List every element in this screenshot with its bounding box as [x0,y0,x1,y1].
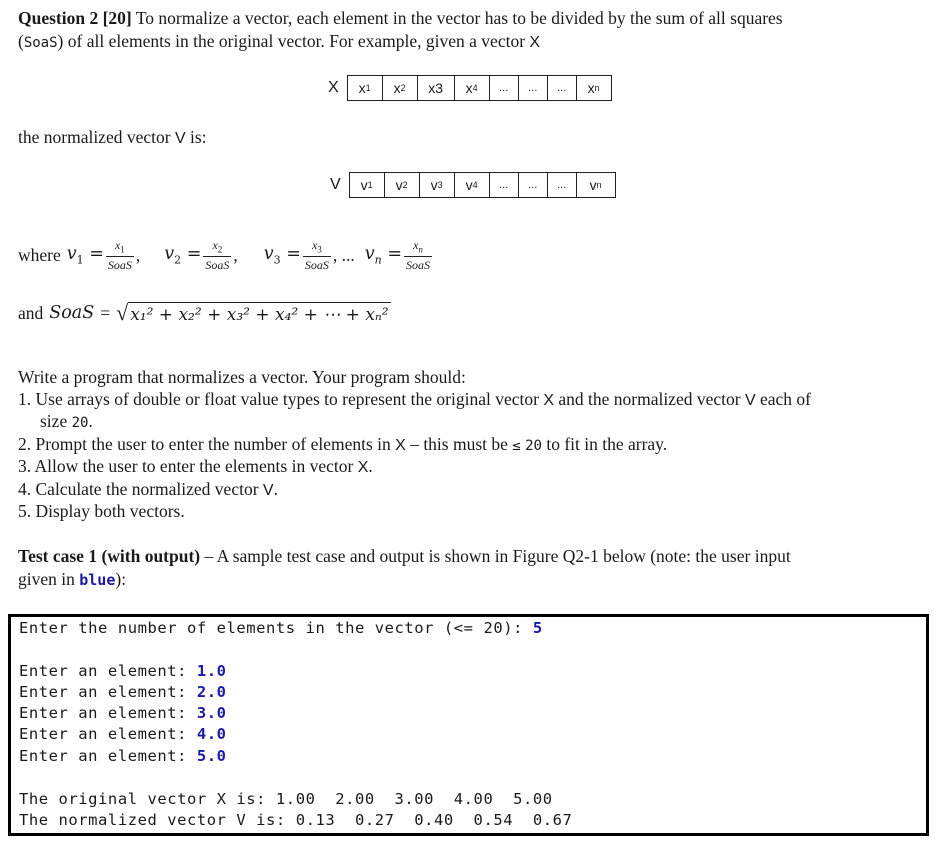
normalized-is: is: [190,127,207,147]
blue-word: blue [79,571,116,589]
vector-v-cell: v n [589,177,602,193]
formula-where-row: where $v_1$ = $\frac{x_1}{\text{SoaS}}$ , $v_2$ = $\frac{x_2}{\text{SoaS}}$ , $v_3$ = $\frac{x_3}{\text{SoaS}}$ , ... $v_n$ = $\frac{x_n}{\text{SoaS}}$ [18,238,430,273]
fraction-v2: $\frac{x_2}{\text{SoaS}}$ [205,238,230,273]
vector-v-cell: v 4 [455,173,490,197]
question-intro-line-1 [18,8,783,29]
vector-v-label: V [330,176,341,193]
question-heading: Question 2 [20] [18,8,132,28]
intro-text-1: To normalize a vector, each element in the vector has to be divided by the sum of all squares [135,8,783,28]
vector-x-cells [347,75,612,101]
instruction-item-2: 2. Prompt the user to enter the number of elements in X – this must be ≤ 20 to fit in the array. [18,434,668,454]
vector-x-cell: x 4 [455,76,490,100]
v1-symbol: $v_1$ = [66,244,104,267]
vector-v-cell: ... [490,173,519,197]
console-element-line: Enter an element: 4.0 [19,725,227,743]
instruction-item-1: 1. Use arrays of double or float value types to represent the original vector X and the normalized vector V each of [18,389,812,409]
vector-x-cell: x 2 [383,76,418,100]
question-intro-line-2 [18,31,540,52]
vector-x-cell: ... [490,76,519,100]
instruction-item-1-cont: size 20. [40,411,93,431]
test-case-heading: Test case 1 (with output) [18,546,201,566]
fraction-v3: $\frac{x_3}{\text{SoaS}}$ [304,238,329,273]
fraction-vn: $\frac{x_n}{\text{SoaS}}$ [405,238,430,273]
intro-text-2: ) of all elements in the original vector. For example, given a vector [57,31,526,51]
instruction-item-4: 4. Calculate the normalized vector V. [18,479,278,499]
v2-symbol: $v_2$ = [164,244,202,267]
test-case-line-1: Test case 1 (with output) – A sample test case and output is shown in Figure Q2-1 below (note: the user input [18,546,791,566]
vector-x-diagram [328,75,612,101]
test-case-line-2: given in blue): [18,569,127,589]
vector-v-cell: v 2 [385,173,420,197]
console-element-line: Enter an element: 3.0 [19,704,227,722]
vector-x-label: X [328,79,339,96]
sqrt-symbol: √ [116,300,129,325]
vector-x-cell: x n [587,80,600,96]
soas-formula-row: and SoaS = √ x₁² + x₂² + x₃² + x₄² + ⋯ + xₙ² [18,300,389,325]
paren-open: ( [18,31,24,51]
vector-x-cell: x 1 [348,76,383,100]
vector-v-cell: v 3 [420,173,455,197]
vector-v-cell: ... [519,173,548,197]
vector-v-diagram [330,172,616,198]
vector-v-cells [349,172,616,198]
x-vector-name: X [529,34,541,51]
console-normalized-line: The normalized vector V is: 0.13 0.27 0.40 0.54 0.67 [19,811,573,829]
vector-x-cell: x3 [418,76,455,100]
v3-symbol: $v_3$ = [263,244,301,267]
instruction-item-5: 5. Display both vectors. [18,501,185,521]
normalized-text: the normalized vector [18,127,171,147]
instruction-item-3: 3. Allow the user to enter the elements in vector X. [18,456,373,476]
and-text: and [18,302,44,323]
console-element-line: Enter an element: 2.0 [19,683,227,701]
vector-x-cell: ... [519,76,548,100]
console-element-line: Enter an element: 5.0 [19,747,227,765]
normalized-vector-label [18,127,207,148]
vector-x-cell: ... [548,76,577,100]
console-element-line: Enter an element: 1.0 [19,662,227,680]
v-vector-name: V [174,130,186,147]
console-original-line: The original vector X is: 1.00 2.00 3.00 4.00 5.00 [19,790,553,808]
vn-symbol: $v_n$ = [364,244,402,267]
formula-ellipsis: , ... [332,245,355,266]
console-output-box [8,614,929,836]
fraction-v1: $\frac{x_1}{\text{SoaS}}$ [107,238,132,273]
vector-v-cell: v 1 [350,173,385,197]
sqrt-expression: x₁² + x₂² + x₃² + x₄² + ⋯ + xₙ² [128,302,390,325]
vector-v-cell: ... [548,173,577,197]
where-text: where [18,245,61,266]
soas-code: SoaS [23,35,58,51]
soas-italic: SoaS [49,303,95,323]
instructions-lead: Write a program that normalizes a vector. Your program should: [18,367,466,387]
console-count-line: Enter the number of elements in the vector (<= 20): 5 [19,619,543,637]
